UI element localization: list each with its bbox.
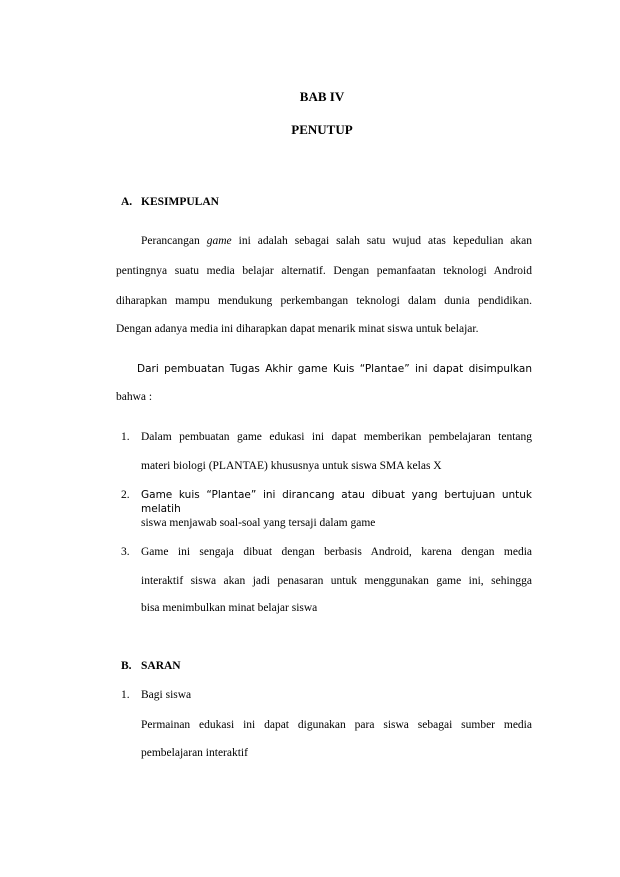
list-item-number: 2. — [121, 489, 130, 501]
chapter-title: PENUTUP — [291, 122, 353, 137]
list-item-line: siswa menjawab soal-soal yang tersaji dalam game — [141, 517, 376, 529]
list-item-line: materi biologi (PLANTAE) khususnya untuk siswa SMA kelas X — [141, 460, 442, 472]
kesimpulan-paragraph1-line1: Perancangan game ini adalah sebagai salah satu wujud atas kepedulian akan — [141, 235, 533, 247]
section-b-marker: B. — [121, 660, 132, 672]
section-b-heading: SARAN — [141, 660, 181, 672]
list-item-line: bisa menimbulkan minat belajar siswa — [141, 602, 318, 614]
saran-item-line: pembelajaran interaktif — [141, 747, 248, 759]
kesimpulan-paragraph1-line3: diharapkan mampu mendukung perkembangan teknologi dalam dunia pendidikan. — [116, 295, 532, 307]
list-item-line: interaktif siswa akan jadi penasaran untuk menggunakan game ini, sehingga — [141, 575, 532, 587]
kesimpulan-paragraph2-line1: Dari pembuatan Tugas Akhir game Kuis “Plantae” ini dapat disimpulkan — [137, 363, 532, 375]
saran-item-line: Permainan edukasi ini dapat digunakan para siswa sebagai sumber media — [141, 719, 532, 731]
kesimpulan-paragraph2-line2: bahwa : — [116, 391, 153, 403]
saran-item-title: Bagi siswa — [141, 689, 192, 701]
list-item-line: Dalam pembuatan game edukasi ini dapat memberikan pembelajaran tentang — [141, 431, 532, 443]
section-a-marker: A. — [121, 196, 133, 208]
section-a-heading: KESIMPULAN — [141, 196, 219, 208]
list-item-number: 1. — [121, 431, 130, 443]
list-item-line: Game kuis “Plantae” ini dirancang atau dibuat yang bertujuan untuk melatih — [141, 489, 532, 515]
list-item-number: 3. — [121, 546, 130, 558]
chapter-label: BAB IV — [299, 89, 345, 104]
saran-item-number: 1. — [121, 689, 130, 701]
list-item-line: Game ini sengaja dibuat dengan berbasis Android, karena dengan media — [141, 546, 532, 558]
kesimpulan-paragraph1-line2: pentingnya suatu media belajar alternatif. Dengan pemanfaatan teknologi Android — [116, 265, 532, 277]
kesimpulan-paragraph1-line4: Dengan adanya media ini diharapkan dapat menarik minat siswa untuk belajar. — [116, 323, 479, 335]
italic-term: game — [206, 235, 232, 247]
